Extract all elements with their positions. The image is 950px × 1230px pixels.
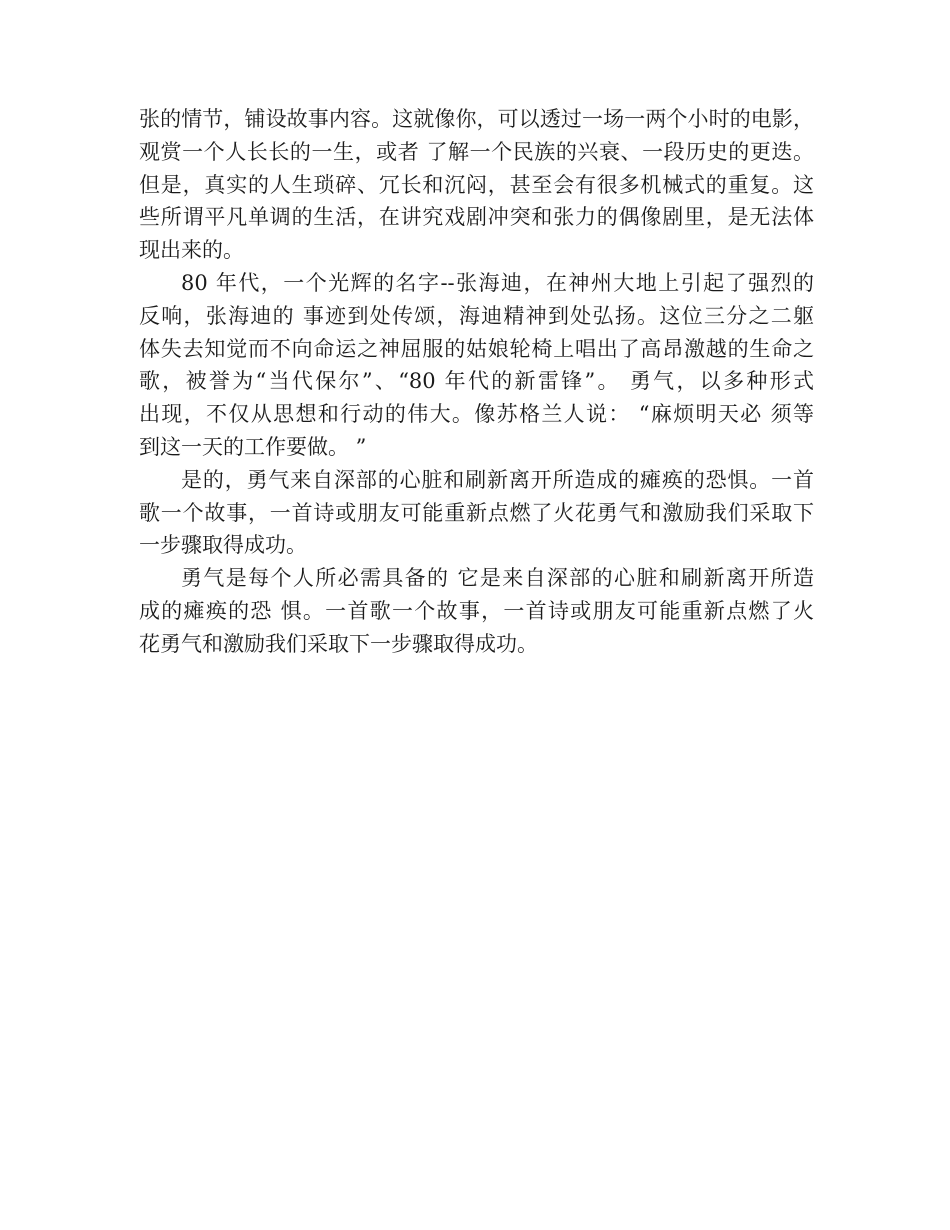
paragraph-3-line-3: 一步骤取得成功。 xyxy=(139,533,307,558)
paragraph-2-line-3: 体失去知觉而不向命运之神屈服的姑娘轮椅上唱出了高昂激越的生命之 xyxy=(139,336,814,361)
paragraph-3-line-1: 是的，勇气来自深部的心脏和刷新离开所造成的瘫痪的恐惧。一首 xyxy=(181,467,814,492)
paragraph-2-line-5: 出现，不仅从思想和行动的伟大。像苏格兰人说： “麻烦明天必 须等 xyxy=(139,402,814,427)
paragraph-1-line-4: 些所谓平凡单调的生活，在讲究戏剧冲突和张力的偶像剧里，是无法体 xyxy=(139,205,814,230)
paragraph-1-line-3: 但是，真实的人生琐碎、冗长和沉闷，甚至会有很多机械式的重复。这 xyxy=(139,172,814,197)
paragraph-1-line-5: 现出来的。 xyxy=(139,238,244,263)
paragraph-3-line-2: 歌一个故事，一首诗或朋友可能重新点燃了火花勇气和激励我们采取下 xyxy=(139,500,814,525)
paragraph-2-line-1: 80 年代，一个光辉的名字--张海迪，在神州大地上引起了强烈的 xyxy=(181,270,814,295)
paragraph-1-line-2: 观赏一个人长长的一生，或者 了解一个民族的兴衰、一段历史的更迭。 xyxy=(139,139,814,164)
paragraph-2-line-2: 反响，张海迪的 事迹到处传颂，海迪精神到处弘扬。这位三分之二躯 xyxy=(139,303,814,328)
paragraph-4-line-3: 花勇气和激励我们采取下一步骤取得成功。 xyxy=(139,631,538,656)
paragraph-2-line-6: 到这一天的工作要做。 ” xyxy=(139,434,367,459)
paragraph-2-line-4: 歌，被誉为“当代保尔”、“80 年代的新雷锋”。 勇气，以多种形式 xyxy=(139,369,814,394)
paragraph-4-line-1: 勇气是每个人所必需具备的 它是来自深部的心脏和刷新离开所造 xyxy=(181,566,814,591)
paragraph-1-line-1: 张的情节，铺设故事内容。这就像你，可以透过一场一两个小时的电影， xyxy=(139,107,814,131)
body-text xyxy=(139,103,814,661)
paragraph-4-line-2: 成的瘫痪的恐 惧。一首歌一个故事，一首诗或朋友可能重新点燃了火 xyxy=(139,598,814,623)
